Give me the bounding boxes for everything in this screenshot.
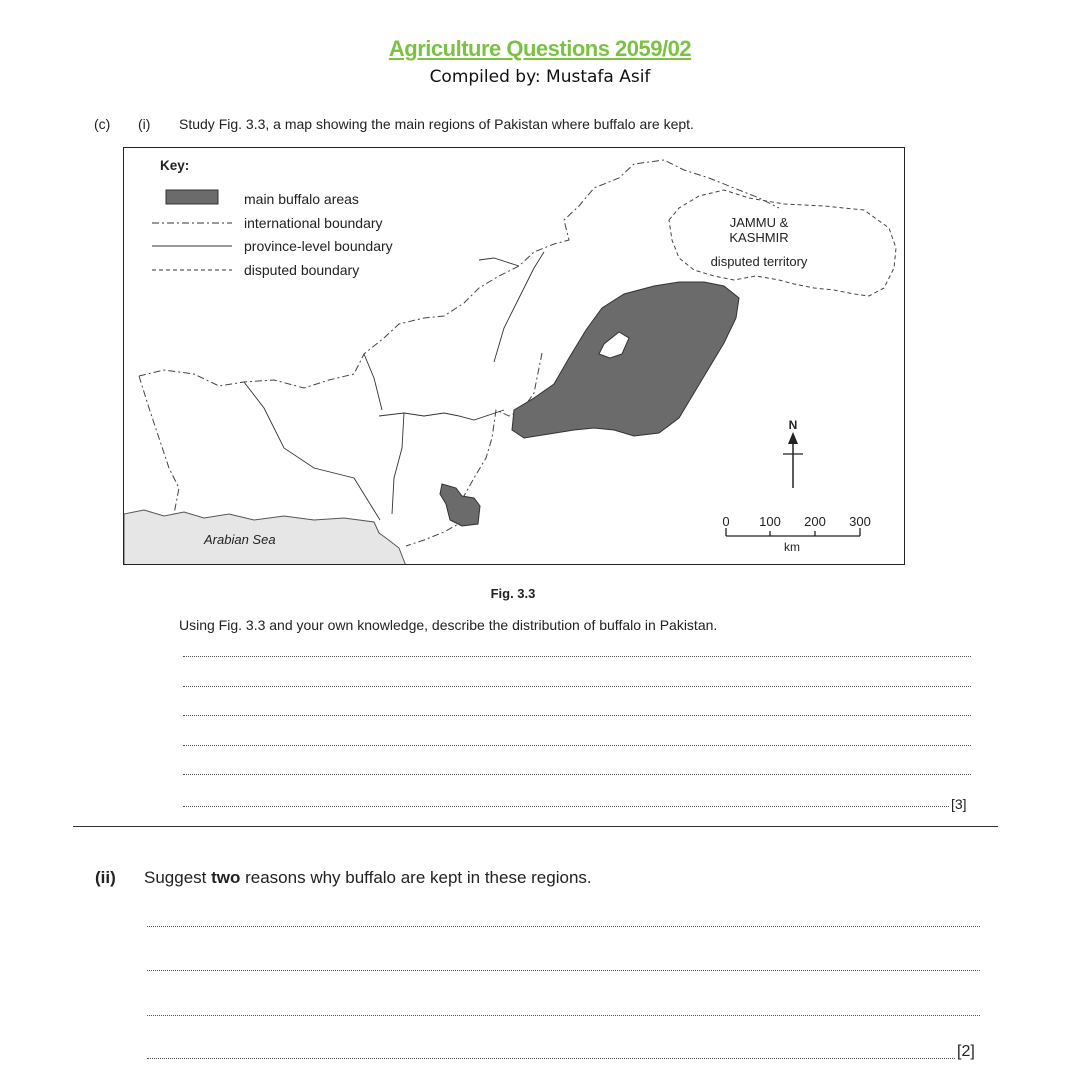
question-ii-label: (ii) [95,868,116,887]
part-c-sub-label: (i) [138,116,151,132]
key-item-buffalo: main buffalo areas [244,191,359,207]
answer-line-i-5[interactable] [183,774,971,775]
buffalo-area-punjab [512,282,739,438]
pakistan-map [123,147,905,565]
answer-line-i-6[interactable] [183,806,949,807]
map-drawing [124,148,905,565]
key-item-disputed: disputed boundary [244,262,360,278]
kashmir-label-2: KASHMIR [729,230,789,245]
key-item-province: province-level boundary [244,238,393,254]
key-swatch-buffalo [166,190,218,204]
kashmir-label-1: JAMMU & [729,215,789,230]
scale-tick-200: 200 [804,514,826,529]
scale-tick-0: 0 [722,514,730,529]
arabian-sea-label: Arabian Sea [204,532,276,547]
answer-line-ii-3[interactable] [147,1015,980,1016]
section-divider [73,826,998,827]
question-ii-text [144,868,592,888]
document-title: Agriculture Questions 2059/02 [388,36,692,61]
question-ii-text-after: reasons why buffalo are kept in these regions. [240,868,592,887]
key-title: Key: [160,158,190,173]
buffalo-area-sindh [440,484,480,526]
answer-line-i-2[interactable] [183,686,971,687]
answer-line-i-1[interactable] [183,656,971,657]
question-i-text: Using Fig. 3.3 and your own knowledge, describe the distribution of buffalo in Pakistan. [179,617,718,633]
answer-line-ii-1[interactable] [147,926,980,927]
part-c-label: (c) [94,116,111,132]
province-boundary [244,252,544,520]
answer-line-ii-4[interactable] [147,1058,955,1059]
scale-tick-100: 100 [759,514,781,529]
north-arrow-icon [783,432,803,488]
north-label: N [788,418,798,432]
scale-unit: km [784,540,800,554]
question-ii-text-bold: two [211,868,241,887]
answer-line-i-4[interactable] [183,745,971,746]
marks-i: [3] [951,796,967,812]
question-ii-text-before: Suggest [144,868,212,887]
scale-tick-300: 300 [849,514,871,529]
figure-caption: Fig. 3.3 [490,586,536,601]
key-item-international: international boundary [244,215,383,231]
scale-bar [726,528,860,536]
part-c-intro: Study Fig. 3.3, a map showing the main regions of Pakistan where buffalo are kept. [179,116,694,132]
answer-line-ii-2[interactable] [147,970,980,971]
marks-ii: [2] [957,1043,975,1060]
disputed-territory-label: disputed territory [710,254,808,269]
answer-line-i-3[interactable] [183,715,971,716]
compiled-by: Compiled by: Mustafa Asif [429,67,651,87]
